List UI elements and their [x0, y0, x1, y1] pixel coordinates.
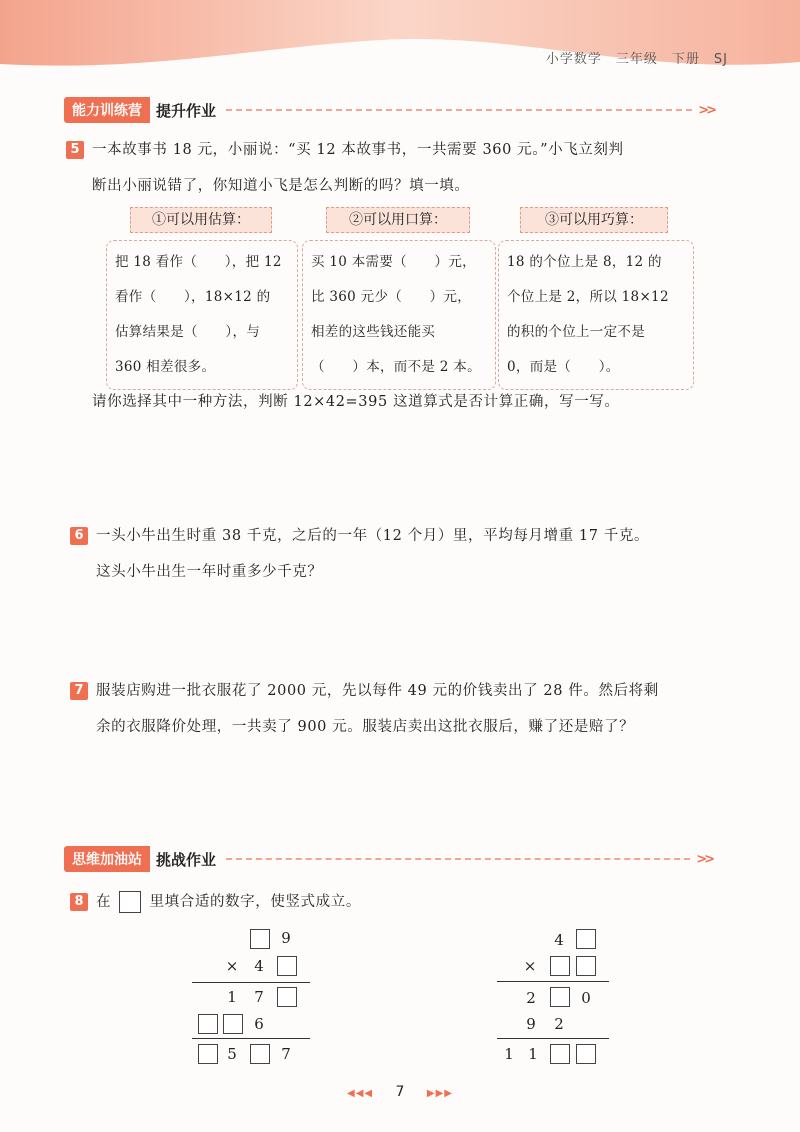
- page-number: 7: [395, 1084, 405, 1100]
- question-6-line-2: 这头小牛出生一年时重多少千克？: [96, 564, 323, 580]
- question-8-text: [96, 884, 496, 920]
- question-number-5: 5: [66, 141, 84, 159]
- method-1-line: 把 18 看作（ ），把 12: [115, 254, 282, 270]
- calc-digit: 1: [528, 1045, 538, 1063]
- left-arrows-icon: ◀◀◀: [347, 1088, 374, 1099]
- section-tag: 思维加油站: [64, 846, 150, 872]
- answer-box[interactable]: [576, 929, 596, 949]
- question-8-pre: 在: [96, 894, 112, 910]
- right-arrows-icon: ▶▶▶: [426, 1088, 453, 1099]
- answer-box[interactable]: [198, 1044, 218, 1064]
- dashed-divider: [226, 109, 692, 111]
- calc-rule: [497, 981, 609, 982]
- question-5-line-2: 断出小丽说错了，你知道小飞是怎么判断的吗？填一填。: [92, 178, 470, 194]
- multiply-sign: ×: [225, 957, 239, 975]
- method-3-line: 个位上是 2，所以 18×12: [507, 289, 669, 305]
- method-3-line: 18 的个位上是 8，12 的: [507, 254, 662, 270]
- calc-digit: 6: [254, 1015, 264, 1033]
- section-name: 提升作业: [156, 101, 217, 120]
- answer-box-sample: [119, 891, 141, 913]
- calc-rule: [192, 982, 310, 983]
- question-6-line-1: 一头小牛出生时重 38 千克，之后的一年（12 个月）里，平均每月增重 17 千克。: [96, 528, 650, 544]
- question-5-followup: 请你选择其中一种方法，判断 12×42=395 这道算式是否计算正确，写一写。: [92, 394, 620, 410]
- question-6-text: [96, 518, 736, 590]
- question-7-line-1: 服装店购进一批衣服花了 2000 元，先以每件 49 元的价钱卖出了 28 件。然后将剩: [96, 683, 659, 699]
- calc-digit: 7: [281, 1045, 291, 1063]
- calc-rule: [192, 1038, 310, 1039]
- method-3-line: 的积的个位上一定不是: [507, 324, 645, 340]
- page-footer: [0, 1084, 800, 1100]
- calc-digit: 5: [227, 1045, 237, 1063]
- question-8-post: 里填合适的数字，使竖式成立。: [149, 894, 361, 910]
- method-1-line: 估算结果是（ ），与: [115, 324, 261, 340]
- calc-digit: 1: [227, 988, 237, 1006]
- question-7-line-2: 余的衣服降价处理，一共卖了 900 元。服装店卖出这批衣服后，赚了还是赔了？: [96, 719, 635, 735]
- method-2-line: （ ）本，而不是 2 本。: [311, 359, 481, 375]
- method-3-title: ③可以用巧算：: [520, 207, 668, 233]
- calc-digit: 7: [254, 988, 264, 1006]
- method-2-box: [302, 240, 496, 390]
- double-chevron-icon: >>: [696, 851, 712, 867]
- section-header-improve: [64, 97, 714, 123]
- method-3-line: 0，而是（ ）。: [507, 359, 620, 375]
- calc-digit: 4: [554, 931, 564, 949]
- answer-box[interactable]: [576, 956, 596, 976]
- calc-digit: 2: [526, 989, 536, 1007]
- question-number-7: 7: [70, 682, 88, 700]
- answer-box[interactable]: [198, 1014, 218, 1034]
- calc-digit: 4: [254, 957, 264, 975]
- answer-box[interactable]: [550, 987, 570, 1007]
- section-tag: 能力训练营: [64, 97, 150, 123]
- question-5-text: [92, 132, 732, 204]
- question-number-8: 8: [70, 893, 88, 911]
- calc-digit: 1: [504, 1045, 514, 1063]
- method-1-line: 360 相差很多。: [115, 359, 216, 375]
- answer-box[interactable]: [277, 987, 297, 1007]
- calc-digit: 9: [526, 1015, 536, 1033]
- method-2-title: ②可以用口算：: [326, 207, 470, 233]
- multiply-sign: ×: [523, 957, 537, 975]
- book-info: 小学数学 三年级 下册 SJ: [545, 52, 728, 67]
- method-2-line: 比 360 元少（ ）元，: [311, 289, 472, 305]
- question-5-line-1: 一本故事书 18 元，小丽说：“买 12 本故事书，一共需要 360 元。”小飞立刻判: [92, 142, 624, 158]
- calc-digit: 2: [554, 1015, 564, 1033]
- section-header-challenge: [64, 846, 712, 872]
- calc-digit: 9: [281, 929, 291, 947]
- method-1-line: 看作（ ），18×12 的: [115, 289, 271, 305]
- answer-box[interactable]: [250, 929, 270, 949]
- method-1-box: [106, 240, 298, 390]
- calc-digit: 0: [581, 989, 591, 1007]
- question-number-6: 6: [70, 527, 88, 545]
- answer-box[interactable]: [250, 1044, 270, 1064]
- answer-box[interactable]: [550, 956, 570, 976]
- answer-box[interactable]: [550, 1044, 570, 1064]
- section-name: 挑战作业: [156, 850, 217, 869]
- method-2-line: 相差的这些钱还能买: [311, 324, 436, 340]
- answer-box[interactable]: [277, 956, 297, 976]
- method-2-line: 买 10 本需要（ ）元，: [311, 254, 476, 270]
- answer-box[interactable]: [576, 1044, 596, 1064]
- method-3-box: [498, 240, 694, 390]
- question-7-text: [96, 673, 736, 745]
- calc-rule: [497, 1038, 609, 1039]
- dashed-divider: [226, 858, 690, 860]
- double-chevron-icon: >>: [698, 102, 714, 118]
- answer-box[interactable]: [223, 1014, 243, 1034]
- method-1-title: ①可以用估算：: [130, 207, 272, 233]
